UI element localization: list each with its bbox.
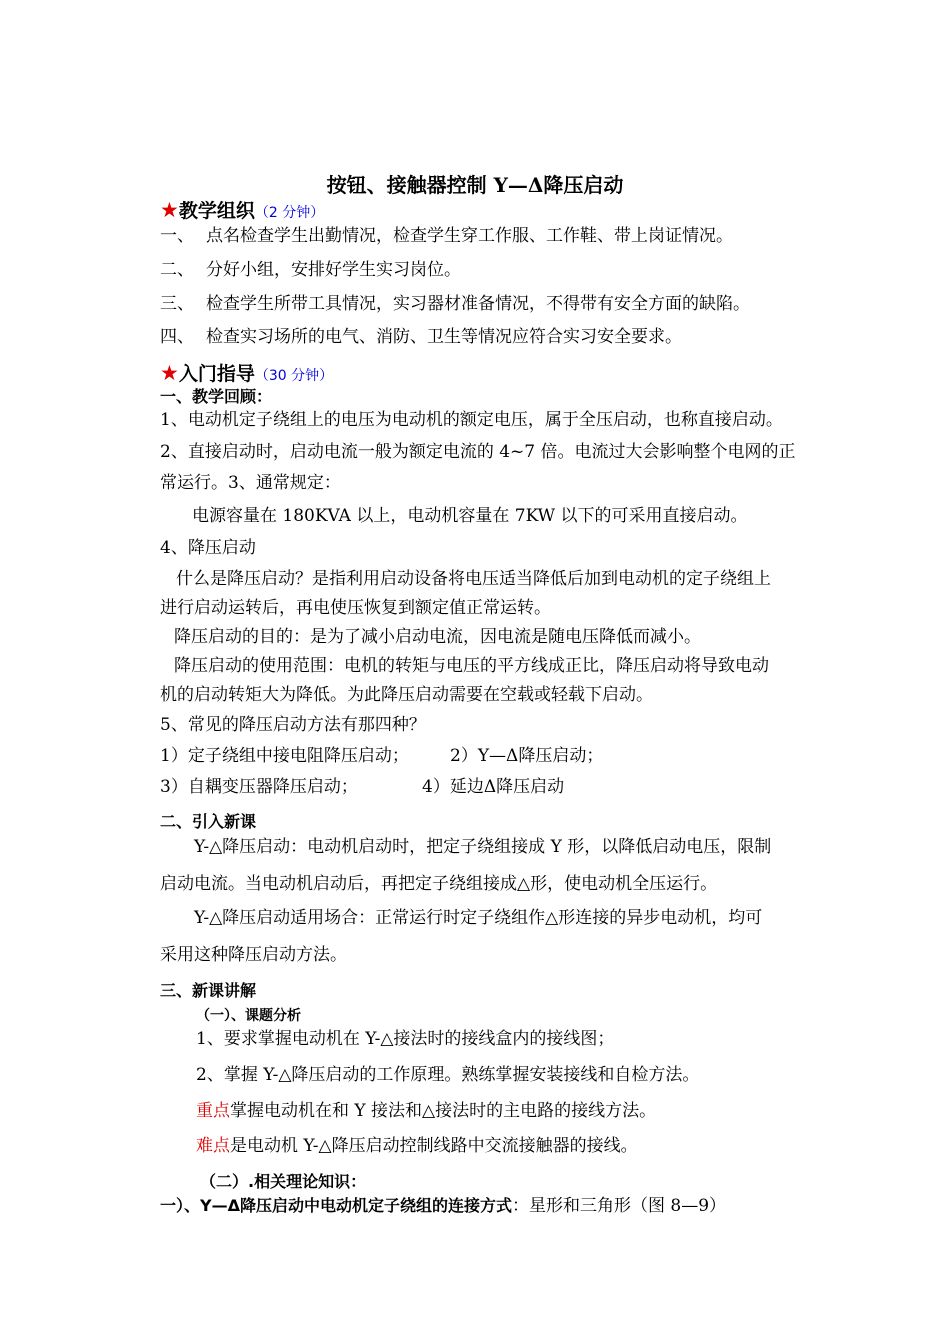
paragraph-line: 2、掌握 Y-△降压启动的工作原理。熟练掌握安装接线和自检方法。 (196, 1065, 700, 1085)
star-icon: ★ (160, 361, 179, 385)
item-number: 一、 (160, 226, 194, 246)
key-point-text: 掌握电动机在和 Y 接法和△接法时的主电路的接线方法。 (230, 1101, 657, 1121)
item-number: 二、 (160, 260, 194, 280)
paragraph-line: 进行启动运转后，再电使压恢复到额定值正常运转。 (160, 598, 551, 618)
subheading-new-lesson: 二、引入新课 (160, 812, 257, 831)
method-item: 1）定子绕组中接电阻降压启动； (160, 746, 409, 766)
section-heading-text: 入门指导 (178, 363, 255, 385)
subheading-topic-analysis: （一）、课题分析 (196, 1008, 301, 1024)
paragraph-line: 常运行。3、通常规定： (160, 473, 341, 493)
list-item (160, 325, 682, 349)
paragraph-line: 电源容量在 180KVA 以上，电动机容量在 7KW 以下的可采用直接启动。 (192, 506, 748, 526)
key-point-line (196, 1099, 656, 1123)
document-title: 按钮、接触器控制 Y—Δ降压启动 (326, 173, 624, 197)
time-note: （30 分钟） (254, 368, 334, 384)
paragraph-line: 2、直接启动时，启动电流一般为额定电流的 4~7 倍。电流过大会影响整个电网的正 (160, 442, 796, 462)
list-item (160, 224, 733, 248)
section-heading-teaching-organization (160, 197, 324, 226)
key-point-label: 重点 (196, 1101, 230, 1121)
subheading-review: 一、教学回顾： (160, 387, 273, 406)
paragraph-line: 1、要求掌握电动机在 Y-△接法时的接线盒内的接线图； (196, 1029, 615, 1049)
connection-heading: 一）、Y—Δ降压启动中电动机定子绕组的连接方式 (160, 1196, 512, 1215)
paragraph-line: 降压启动的目的：是为了减小启动电流，因电流是随电压降低而减小。 (174, 627, 701, 647)
subheading-lecture: 三、新课讲解 (160, 981, 257, 1000)
subheading-theory: （二）.相关理论知识： (200, 1172, 367, 1191)
item-text: 检查实习场所的电气、消防、卫生等情况应符合实习安全要求。 (206, 327, 682, 347)
list-item (160, 258, 461, 282)
difficulty-line (196, 1134, 638, 1158)
difficulty-label: 难点 (196, 1136, 230, 1156)
paragraph-line: 降压启动的使用范围：电机的转矩与电压的平方线成正比，降压启动将导致电动 (174, 656, 769, 676)
list-item (160, 292, 750, 316)
time-note: （2 分钟） (254, 205, 325, 221)
last-line (160, 1194, 726, 1218)
item-number: 四、 (160, 327, 194, 347)
paragraph-line: 采用这种降压启动方法。 (160, 945, 347, 965)
method-row (160, 775, 565, 799)
paragraph-line: 5、常见的降压启动方法有那四种？ (160, 715, 426, 735)
method-row (160, 744, 604, 768)
paragraph-line: Y-△降压启动适用场合：正常运行时定子绕组作△形连接的异步电动机，均可 (194, 908, 763, 928)
paragraph-line: 什么是降压启动？是指利用启动设备将电压适当降低后加到电动机的定子绕组上 (176, 569, 771, 589)
item-text: 点名检查学生出勤情况，检查学生穿工作服、工作鞋、带上岗证情况。 (206, 226, 733, 246)
method-item: 4）延边Δ降压启动 (422, 777, 565, 797)
paragraph-line: 1、电动机定子绕组上的电压为电动机的额定电压，属于全压启动，也称直接启动。 (160, 410, 783, 430)
connection-text: ：星形和三角形（图 8—9） (511, 1196, 727, 1216)
star-icon: ★ (160, 198, 179, 222)
item-text: 分好小组，安排好学生实习岗位。 (206, 260, 461, 280)
item-text: 检查学生所带工具情况，实习器材准备情况，不得带有安全方面的缺陷。 (206, 294, 750, 314)
paragraph-line: 机的启动转矩大为降低。为此降压启动需要在空载或轻载下启动。 (160, 685, 653, 705)
difficulty-text: 是电动机 Y-△降压启动控制线路中交流接触器的接线。 (230, 1136, 638, 1156)
method-item: 3）自耦变压器降压启动； (160, 777, 358, 797)
item-number: 三、 (160, 294, 194, 314)
section-heading-text: 教学组织 (178, 200, 255, 222)
paragraph-line: 4、降压启动 (160, 538, 256, 558)
paragraph-line: Y-△降压启动：电动机启动时，把定子绕组接成 Y 形，以降低启动电压，限制 (194, 837, 772, 857)
method-item: 2）Y—Δ降压启动； (450, 746, 604, 766)
paragraph-line: 启动电流。当电动机启动后，再把定子绕组接成△形，使电动机全压运行。 (160, 874, 718, 894)
